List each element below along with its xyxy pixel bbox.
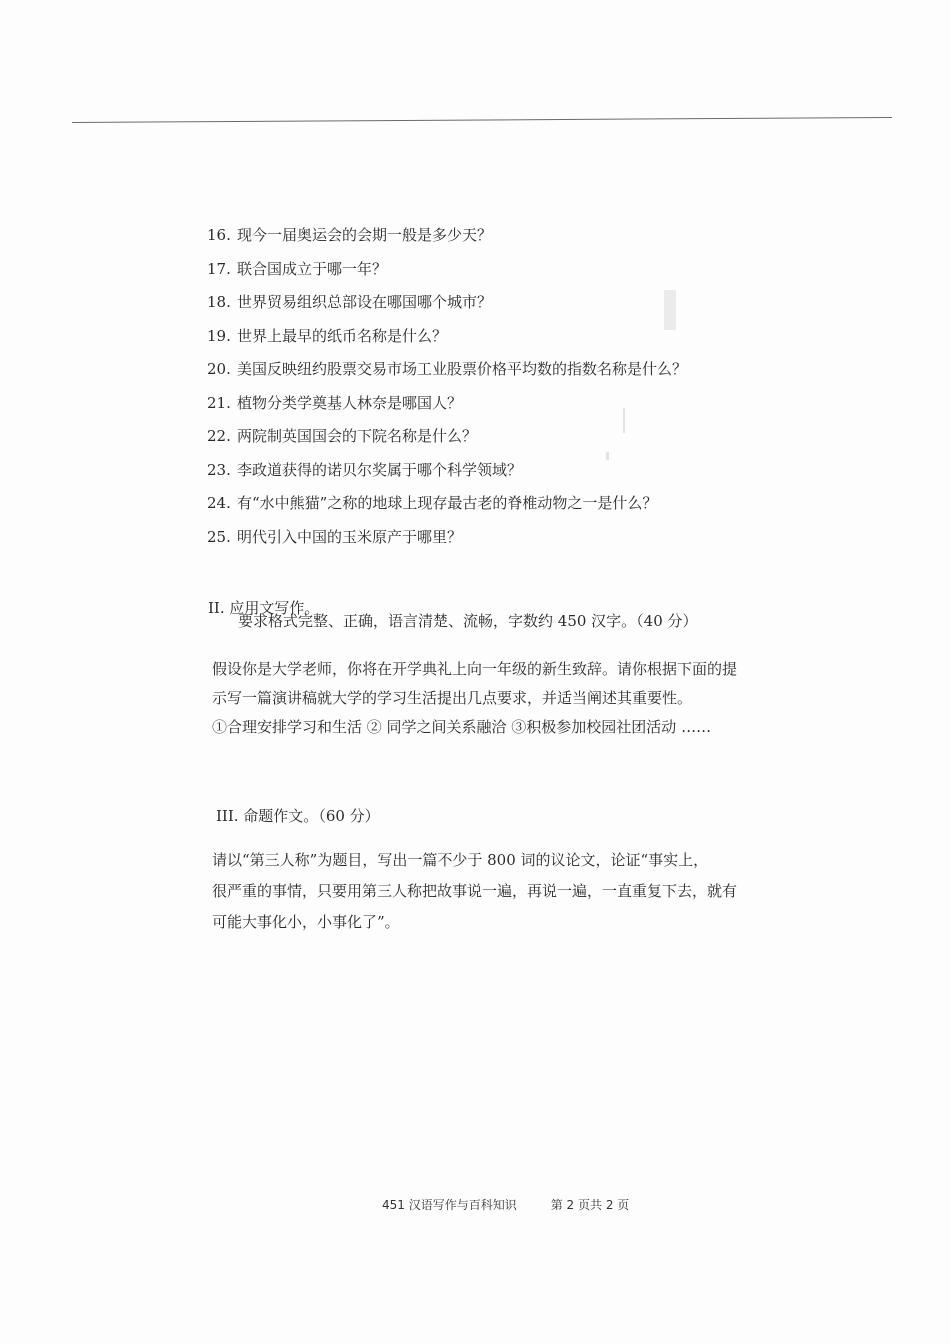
section3-heading: III. 命题作文。（60 分） (216, 807, 380, 825)
question-item (207, 226, 767, 260)
question-number: 16. (207, 226, 231, 244)
section2-heading: II. 应用文写作。 (208, 599, 320, 617)
question-item (207, 327, 767, 361)
prompt-line: 请以“第三人称”为题目，写出一篇不少于 800 词的议论文，论证“事实上， (212, 851, 709, 869)
question-item (207, 293, 767, 327)
prompt-line: 假设你是大学老师，你将在开学典礼上向一年级的新生致辞。请你根据下面的提 (212, 660, 738, 678)
page-number: 第 2 页共 2 页 (550, 1198, 630, 1212)
prompt-line: ①合理安排学习和生活 ② 同学之间关系融洽 ③积极参加校园社团活动 …… (212, 718, 712, 736)
question-text: 世界贸易组织总部设在哪国哪个城市？ (237, 293, 493, 311)
question-text: 世界上最早的纸币名称是什么？ (237, 326, 448, 345)
prompt-line: 可能大事化小，小事化了”。 (212, 913, 400, 931)
section2-prompt (212, 655, 787, 742)
question-number: 21. (207, 393, 231, 412)
prompt-line: 很严重的事情，只要用第三人称把故事说一遍，再说一遍，一直重复下去，就有 (212, 882, 738, 900)
question-number: 19. (207, 326, 231, 345)
question-number: 23. (207, 460, 231, 479)
question-number: 22. (207, 427, 231, 445)
question-number: 20. (207, 360, 231, 378)
question-item (207, 260, 767, 294)
question-number: 25. (207, 527, 231, 546)
question-item (207, 427, 767, 461)
question-item (207, 394, 767, 428)
question-number: 18. (207, 293, 231, 311)
question-item (207, 528, 767, 562)
header-rule (72, 117, 892, 123)
question-text: 现今一届奥运会的会期一般是多少天？ (237, 226, 493, 244)
question-text: 联合国成立于哪一年？ (237, 259, 388, 278)
section2-requirement: 要求格式完整、正确，语言清楚、流畅，字数约 450 汉字。（40 分） (238, 612, 698, 630)
question-text: 美国反映纽约股票交易市场工业股票价格平均数的指数名称是什么？ (237, 360, 688, 378)
question-item (207, 360, 767, 394)
prompt-line: 示写一篇演讲稿就大学的学习生活提出几点要求，并适当阐述其重要性。 (212, 689, 693, 707)
question-number: 24. (207, 494, 231, 512)
question-item (207, 461, 767, 495)
question-list (207, 226, 767, 561)
question-text: 明代引入中国的玉米原产于哪里？ (237, 527, 463, 546)
question-number: 17. (207, 259, 231, 278)
course-title: 451 汉语写作与百科知识 (382, 1198, 517, 1212)
question-text: 两院制英国国会的下院名称是什么？ (237, 427, 478, 445)
question-item (207, 494, 767, 528)
question-text: 植物分类学奠基人林奈是哪国人？ (237, 393, 463, 412)
question-text: 李政道获得的诺贝尔奖属于哪个科学领域？ (237, 460, 523, 479)
section3-prompt (212, 845, 787, 938)
page-footer (382, 1196, 629, 1213)
question-text: 有“水中熊猫”之称的地球上现存最古老的脊椎动物之一是什么？ (237, 494, 658, 512)
